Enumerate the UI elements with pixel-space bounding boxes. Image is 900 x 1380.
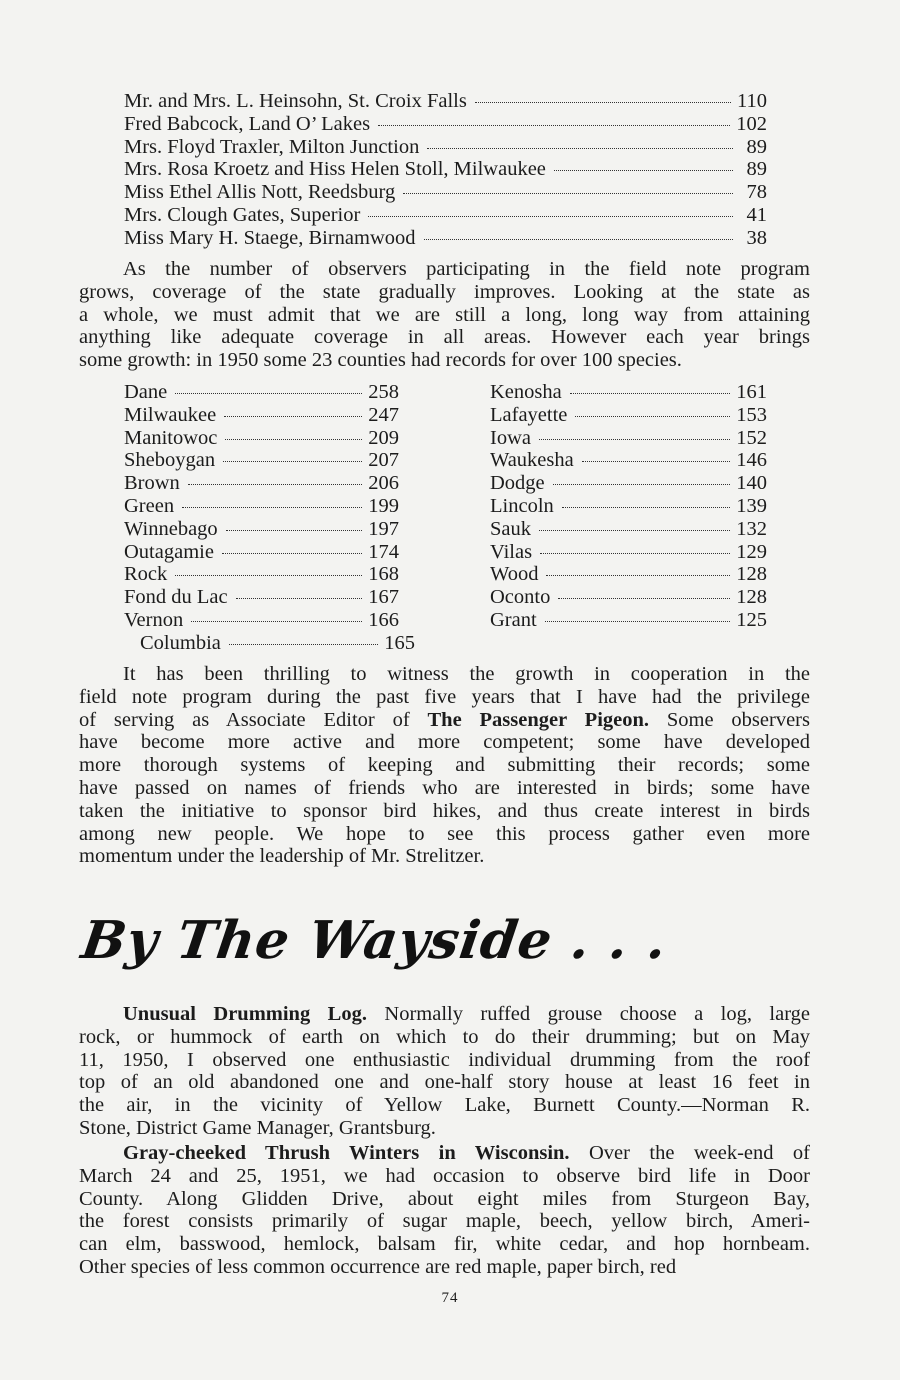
observer-entry-name: Mrs. Floyd Traxler, Milton Junction xyxy=(124,135,420,158)
text-line xyxy=(79,823,810,846)
county-entry-name: Dane xyxy=(124,381,168,403)
text-line xyxy=(79,663,810,686)
text-line xyxy=(79,777,810,800)
text-line xyxy=(79,1233,810,1256)
dot-leader xyxy=(427,148,733,149)
county-entry-name: Dodge xyxy=(490,472,545,495)
county-entry-name: Sauk xyxy=(490,517,531,540)
dot-leader xyxy=(546,575,730,576)
county-entry xyxy=(490,609,767,632)
county-entry xyxy=(124,563,399,586)
line-text: March 24 and 25, 1951, we had occasion to observe bird life in Door xyxy=(79,1164,810,1187)
observer-entry xyxy=(124,158,767,181)
county-entry xyxy=(124,381,399,404)
dot-leader xyxy=(554,170,733,171)
text-line xyxy=(79,349,810,372)
county-entry-count: 197 xyxy=(368,517,399,540)
text-line xyxy=(79,800,810,823)
line-text: the air, in the vicinity of Yellow Lake, Burnett County.—Norman R. xyxy=(79,1094,810,1117)
dot-leader xyxy=(545,621,731,622)
observer-entry xyxy=(124,113,767,136)
county-entry-count: 199 xyxy=(368,495,399,517)
observer-entry-count: 78 xyxy=(746,181,767,204)
dot-leader xyxy=(540,553,730,554)
county-entry xyxy=(124,472,399,495)
dot-leader xyxy=(558,598,730,599)
thrush-paragraph xyxy=(79,1142,810,1279)
county-entry-name: Vilas xyxy=(490,540,533,563)
county-entry-name: Winnebago xyxy=(124,517,218,540)
county-entry-name: Iowa xyxy=(490,426,531,449)
dot-leader xyxy=(225,439,362,440)
county-entry-count: 207 xyxy=(368,449,399,472)
county-entry-count: 247 xyxy=(368,403,399,426)
county-entry-count: 140 xyxy=(736,472,767,495)
county-entry-count: 166 xyxy=(368,609,399,631)
growth-paragraph xyxy=(79,663,810,868)
dot-leader xyxy=(182,507,362,508)
observer-entry-count: 38 xyxy=(746,226,767,249)
county-entry xyxy=(490,449,767,472)
observer-entry-count: 89 xyxy=(746,158,767,181)
county-entry-name: Waukesha xyxy=(490,449,574,472)
county-entry xyxy=(490,563,767,586)
county-entry xyxy=(124,609,399,632)
observer-entry-name: Miss Mary H. Staege, Birnamwood xyxy=(124,226,416,249)
line-text: As the number of observers participating in the field note program xyxy=(123,258,810,280)
county-entry xyxy=(124,495,399,518)
dot-leader xyxy=(191,621,362,622)
county-entry-count: 128 xyxy=(736,563,767,586)
drumming-paragraph xyxy=(79,1003,810,1140)
county-entry-count: 128 xyxy=(736,586,767,609)
dot-leader xyxy=(424,239,733,240)
county-entry-count: 152 xyxy=(736,426,767,449)
line-text: County. Along Glidden Drive, about eight miles from Sturgeon Bay, xyxy=(79,1187,810,1210)
dot-leader xyxy=(224,416,362,417)
line-text: Other species of less common occurrence are red maple, paper birch, red xyxy=(79,1255,677,1278)
county-entry-name: Kenosha xyxy=(490,381,562,403)
county-entry xyxy=(490,404,767,427)
line-text: It has been thrilling to witness the growth in cooperation in the xyxy=(123,663,810,685)
county-entry-name: Brown xyxy=(124,472,180,495)
county-entry xyxy=(124,586,399,609)
text-line xyxy=(79,304,810,327)
observer-entry-name: Fred Babcock, Land O’ Lakes xyxy=(124,112,371,135)
dot-leader xyxy=(562,507,730,508)
section-heading: By The Wayside . . . xyxy=(77,910,672,971)
text-line xyxy=(79,281,810,304)
text-line xyxy=(79,845,810,868)
county-entry-name: Oconto xyxy=(490,586,551,609)
county-entry-count: 258 xyxy=(368,381,399,403)
county-entry xyxy=(124,449,399,472)
county-entry-name: Lincoln xyxy=(490,495,554,517)
observer-entry xyxy=(124,181,767,204)
text-line xyxy=(79,1026,810,1049)
bold-title: Unusual Drumming Log. xyxy=(123,1003,367,1025)
text-line xyxy=(79,1049,810,1072)
county-entry-name: Lafayette xyxy=(490,403,568,426)
observer-entry-name: Miss Ethel Allis Nott, Reedsburg xyxy=(124,181,396,204)
county-entry-count: 209 xyxy=(368,426,399,449)
dot-leader xyxy=(539,530,730,531)
observer-entry-name: Mrs. Rosa Kroetz and Hiss Helen Stoll, Milwaukee xyxy=(124,158,546,181)
observer-entry-count: 41 xyxy=(746,204,767,226)
text-line xyxy=(79,1165,810,1188)
county-entry xyxy=(490,495,767,518)
line-text: some growth: in 1950 some 23 counties had records for over 100 species. xyxy=(79,349,682,372)
dot-leader xyxy=(575,416,730,417)
county-entry-name: Manitowoc xyxy=(124,426,218,449)
observer-entry-name: Mrs. Clough Gates, Superior xyxy=(124,204,361,226)
line-text: of serving as Associate Editor of xyxy=(79,708,428,731)
observer-entry xyxy=(124,227,767,250)
county-entry xyxy=(490,541,767,564)
dot-leader xyxy=(226,530,363,531)
observer-entry-count: 110 xyxy=(737,90,767,112)
line-text: Normally ruffed grouse choose a log, large xyxy=(366,1003,810,1025)
line-text: can elm, basswood, hemlock, balsam fir, white cedar, and hop hornbeam. xyxy=(79,1233,810,1256)
text-line xyxy=(79,1142,810,1165)
coverage-paragraph xyxy=(79,258,810,372)
text-line xyxy=(79,1210,810,1233)
line-text: field note program during the past five years that I have had the privilege xyxy=(79,685,810,708)
county-entry-name: Milwaukee xyxy=(124,403,217,426)
county-entry-name: Grant xyxy=(490,609,537,631)
county-entry-name: Sheboygan xyxy=(124,449,216,472)
observer-entry xyxy=(124,90,767,113)
observer-entry-name: Mr. and Mrs. L. Heinsohn, St. Croix Falls xyxy=(124,90,467,112)
dot-leader xyxy=(236,598,363,599)
line-text: grows, coverage of the state gradually improves. Looking at the state as xyxy=(79,280,810,303)
county-entry-columbia xyxy=(140,632,415,655)
dot-leader xyxy=(403,193,733,194)
dot-leader xyxy=(175,393,362,394)
line-text: Stone, District Game Manager, Grantsburg. xyxy=(79,1116,436,1139)
line-text: anything like adequate coverage in all areas. However each year brings xyxy=(79,326,810,349)
county-count: 165 xyxy=(384,632,415,654)
text-line xyxy=(79,1188,810,1211)
line-text: more thorough systems of keeping and submitting their records; some xyxy=(79,754,810,777)
observer-entry xyxy=(124,136,767,159)
county-entry-count: 125 xyxy=(736,609,767,631)
county-entry-count: 168 xyxy=(368,563,399,586)
county-entry xyxy=(124,427,399,450)
text-line xyxy=(79,1071,810,1094)
county-entry xyxy=(124,404,399,427)
county-entry xyxy=(490,586,767,609)
county-entry xyxy=(490,427,767,450)
line-text: momentum under the leadership of Mr. Strelitzer. xyxy=(79,845,485,868)
dot-leader xyxy=(229,644,378,645)
text-line xyxy=(79,686,810,709)
dot-leader xyxy=(175,575,362,576)
dot-leader xyxy=(582,461,731,462)
bold-title: The Passenger Pigeon. xyxy=(427,708,650,731)
dot-leader xyxy=(378,125,730,126)
county-entry-count: 167 xyxy=(368,586,399,609)
line-text: rock, or hummock of earth on which to do their drumming; but on May xyxy=(79,1025,810,1048)
line-text: have passed on names of friends who are interested in birds; some have xyxy=(79,776,810,799)
county-entry xyxy=(124,518,399,541)
observer-entry-count: 89 xyxy=(746,135,767,158)
line-text: among new people. We hope to see this process gather even more xyxy=(79,822,810,845)
page-number: 74 xyxy=(441,1290,459,1306)
line-text: have become more active and more competent; some have developed xyxy=(79,731,810,754)
observer-entry xyxy=(124,204,767,227)
text-line xyxy=(79,709,810,732)
text-line xyxy=(79,754,810,777)
text-line xyxy=(79,1003,810,1026)
line-text: Over the week-end of xyxy=(569,1142,811,1164)
county-entry xyxy=(490,518,767,541)
line-text: Some observers xyxy=(649,708,810,731)
line-text: the forest consists primarily of sugar maple, beech, yellow birch, Ameri- xyxy=(79,1210,810,1233)
county-entry-name: Outagamie xyxy=(124,540,214,563)
line-text: taken the initiative to sponsor bird hikes, and thus create interest in birds xyxy=(79,799,810,822)
county-entry-count: 129 xyxy=(736,540,767,563)
dot-leader xyxy=(222,553,362,554)
county-entry-count: 153 xyxy=(736,403,767,426)
dot-leader xyxy=(368,216,733,217)
text-line xyxy=(79,258,810,281)
county-entry-count: 139 xyxy=(736,495,767,517)
text-line xyxy=(79,1117,810,1140)
dot-leader xyxy=(570,393,731,394)
text-line xyxy=(79,326,810,349)
county-entry-name: Green xyxy=(124,495,175,517)
line-text: a whole, we must admit that we are still a long, long way from attaining xyxy=(79,303,810,326)
dot-leader xyxy=(188,484,362,485)
county-entry-count: 206 xyxy=(368,472,399,495)
observer-entry-count: 102 xyxy=(736,112,767,135)
county-entry-count: 161 xyxy=(736,381,767,403)
line-text: 11, 1950, I observed one enthusiastic individual drumming from the roof xyxy=(79,1048,810,1071)
text-line xyxy=(79,731,810,754)
dot-leader xyxy=(553,484,731,485)
text-line xyxy=(79,1256,810,1279)
line-text: top of an old abandoned one and one-half story house at least 16 feet in xyxy=(79,1071,810,1094)
county-name: Columbia xyxy=(140,632,221,654)
county-entry-count: 132 xyxy=(736,517,767,540)
dot-leader xyxy=(223,461,362,462)
dot-leader xyxy=(475,102,731,103)
county-entry-name: Wood xyxy=(490,563,539,586)
county-entry-name: Fond du Lac xyxy=(124,586,228,609)
county-entry xyxy=(124,541,399,564)
county-entry xyxy=(490,472,767,495)
county-entry-count: 174 xyxy=(368,540,399,563)
county-entry xyxy=(490,381,767,404)
text-line xyxy=(79,1094,810,1117)
county-entry-count: 146 xyxy=(736,449,767,472)
county-entry-name: Rock xyxy=(124,563,168,586)
dot-leader xyxy=(539,439,730,440)
bold-title: Gray-cheeked Thrush Winters in Wisconsin. xyxy=(123,1142,570,1164)
county-entry-name: Vernon xyxy=(124,609,184,631)
